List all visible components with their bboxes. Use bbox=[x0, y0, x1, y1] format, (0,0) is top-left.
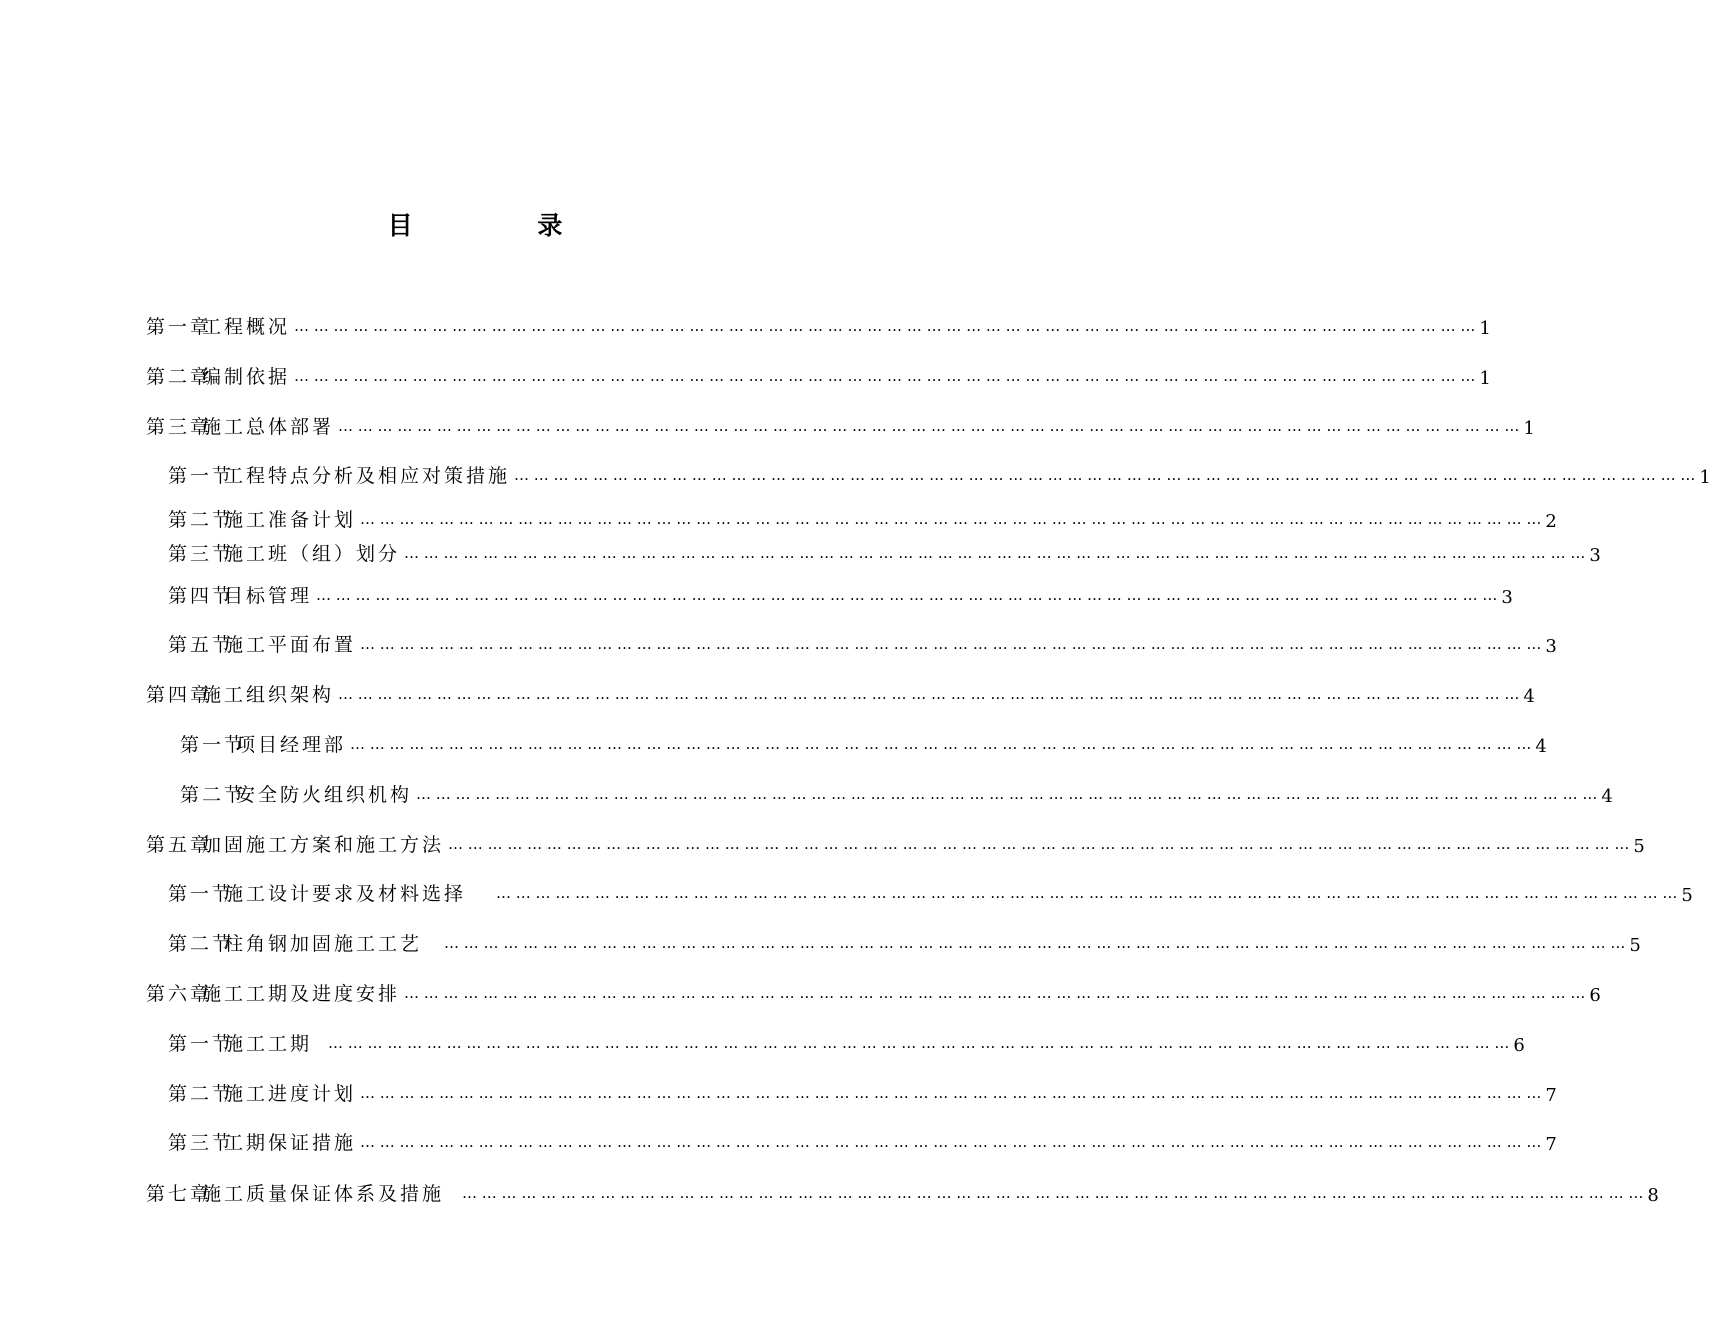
toc-entry[interactable] bbox=[146, 411, 1535, 439]
toc-entry-page: 3 bbox=[1589, 545, 1601, 566]
leader-dots: … … … … … … … … … … … … … … … … … … … … … … … … … … … … … … … … … … … … … … … … … … … … … … … … … … … … … … … … … … … … bbox=[338, 685, 1520, 703]
toc-entry-number: 第二节 bbox=[180, 784, 247, 806]
leader-dots: … … … … … … … … … … … … … … … … … … … … … … … … … … … … … … … … … … … … … … … … … … … … … … … … … … … … … … … … … … … … bbox=[294, 367, 1476, 385]
toc-entry-number: 第一节 bbox=[180, 734, 247, 756]
toc-entry-text: 施工平面布置 bbox=[224, 634, 357, 656]
leader-dots: … … … … … … … … … … … … … … … … … … … … … … … … … … … … … … … … … … … … … … … … … … … … … … … … … … … … … … … … … … … … bbox=[416, 785, 1598, 803]
leader-dots: … … … … … … … … … … … … … … … … … … … … … … … … … … … … … … … … … … … … … … … … … … … … … … … … … … … … … … … … … … … … bbox=[338, 417, 1520, 435]
toc-entry-text: 施工质量保证体系及措施 bbox=[202, 1183, 445, 1205]
toc-entry[interactable] bbox=[168, 1127, 1557, 1155]
toc-entry[interactable] bbox=[168, 1078, 1557, 1106]
leader-dots: … … … … … … … … … … … … … … … … … … … … … … … … … … … … … … … … … … … … … … … … … … … … … … … … … … … … … … … … … … … … bbox=[350, 735, 1532, 753]
toc-entry-text: 工程特点分析及相应对策措施 bbox=[224, 465, 511, 487]
toc-entry[interactable] bbox=[146, 679, 1535, 707]
toc-entry[interactable] bbox=[168, 878, 1693, 906]
leader-dots: … … … … … … … … … … … … … … … … … … … … … … … … … … … … … … … … … … … … … … … … … … … … … … … … … … … … … … … … … … … … bbox=[294, 317, 1476, 335]
leader-dots: … … … … … … … … … … … … … … … … … … … … … … … … … … … … … … … … … … … … … … … … … … … … … … … … … … … … … … … … … … … … bbox=[360, 510, 1542, 528]
toc-entry-text: 柱角钢加固施工工艺 bbox=[224, 933, 423, 955]
toc-entry-number: 第二节 bbox=[168, 933, 235, 955]
toc-entry-number: 第二节 bbox=[168, 509, 235, 531]
toc-entry[interactable] bbox=[168, 580, 1513, 608]
toc-entry-page: 6 bbox=[1589, 985, 1601, 1006]
toc-entry-number: 第二章 bbox=[146, 366, 213, 388]
toc-entry-page: 5 bbox=[1633, 836, 1645, 857]
toc-entry-page: 3 bbox=[1545, 636, 1557, 657]
toc-entry-text: 工期保证措施 bbox=[224, 1132, 357, 1154]
toc-entry-page: 7 bbox=[1545, 1134, 1557, 1155]
leader-dots: … … … … … … … … … … … … … … … … … … … … … … … … … … … … … … … … … … … … … … … … … … … … … … … … … … … … … … … … … … … … bbox=[496, 884, 1678, 902]
toc-entry-text: 目标管理 bbox=[224, 585, 313, 607]
leader-dots: … … … … … … … … … … … … … … … … … … … … … … … … … … … … … … … … … … … … … … … … … … … … … … … … … … … … … … … … … … … … bbox=[360, 635, 1542, 653]
toc-entry-page: 5 bbox=[1629, 935, 1641, 956]
toc-entry-text: 施工工期 bbox=[224, 1033, 313, 1055]
toc-entry-text: 施工设计要求及材料选择 bbox=[224, 883, 467, 905]
leader-dots: … … … … … … … … … … … … … … … … … … … … … … … … … … … … … … … … … … … … … … … … … … … … … … … … … … … … … … … … … … … … bbox=[514, 466, 1696, 484]
toc-entry[interactable] bbox=[146, 978, 1601, 1006]
toc-entry-page: 4 bbox=[1523, 686, 1535, 707]
toc-entry-page: 3 bbox=[1501, 587, 1513, 608]
leader-dots: … … … … … … … … … … … … … … … … … … … … … … … … … … … … … … … … … … … … … … … … … … … … … … … … … … … … … … … … … … … … bbox=[404, 984, 1586, 1002]
toc-entry-number: 第三节 bbox=[168, 1132, 235, 1154]
toc-entry[interactable] bbox=[146, 311, 1491, 339]
toc-entry-text: 工程概况 bbox=[202, 316, 291, 338]
toc-entry-page: 4 bbox=[1601, 786, 1613, 807]
toc-entry-number: 第五节 bbox=[168, 634, 235, 656]
leader-dots: … … … … … … … … … … … … … … … … … … … … … … … … … … … … … … … … … … … … … … … … … … … … … … … … … … … … … … … … … … … … bbox=[360, 1133, 1542, 1151]
toc-entry-number: 第七章 bbox=[146, 1183, 213, 1205]
toc-entry-text: 施工总体部署 bbox=[202, 416, 335, 438]
toc-entry-text: 项目经理部 bbox=[236, 734, 347, 756]
toc-entry[interactable] bbox=[168, 928, 1641, 956]
toc-entry-text: 施工工期及进度安排 bbox=[202, 983, 401, 1005]
toc-title: 目 录 bbox=[387, 211, 621, 240]
toc-entry-number: 第四章 bbox=[146, 684, 213, 706]
toc-entry-page: 7 bbox=[1545, 1085, 1557, 1106]
toc-entry-page: 5 bbox=[1681, 885, 1693, 906]
toc-entry-number: 第一节 bbox=[168, 465, 235, 487]
toc-entry[interactable] bbox=[180, 779, 1613, 807]
toc-entry[interactable] bbox=[146, 829, 1645, 857]
toc-entry[interactable] bbox=[168, 504, 1557, 532]
leader-dots: … … … … … … … … … … … … … … … … … … … … … … … … … … … … … … … … … … … … … … … … … … … … … … … … … … … … … … … … … … … … bbox=[316, 586, 1498, 604]
toc-entry-number: 第二节 bbox=[168, 1083, 235, 1105]
toc-entry-text: 施工组织架构 bbox=[202, 684, 335, 706]
toc-entry-text: 施工准备计划 bbox=[224, 509, 357, 531]
toc-entry-page: 2 bbox=[1545, 511, 1557, 532]
toc-entry[interactable] bbox=[146, 1178, 1659, 1206]
toc-entry[interactable] bbox=[168, 538, 1601, 566]
toc-entry-number: 第六章 bbox=[146, 983, 213, 1005]
toc-entry-number: 第一章 bbox=[146, 316, 213, 338]
toc-entry-page: 1 bbox=[1523, 418, 1535, 439]
leader-dots: … … … … … … … … … … … … … … … … … … … … … … … … … … … … … … … … … … … … … … … … … … … … … … … … … … … … … … … … … … … … bbox=[462, 1184, 1644, 1202]
toc-entry-page: 6 bbox=[1513, 1035, 1525, 1056]
toc-entry-number: 第一节 bbox=[168, 1033, 235, 1055]
toc-entry-text: 安全防火组织机构 bbox=[236, 784, 413, 806]
leader-dots: … … … … … … … … … … … … … … … … … … … … … … … … … … … … … … … … … … … … … … … … … … … … … … … … … … … … … … … … … … … … bbox=[404, 544, 1586, 562]
toc-entry-text: 施工进度计划 bbox=[224, 1083, 357, 1105]
leader-dots: … … … … … … … … … … … … … … … … … … … … … … … … … … … … … … … … … … … … … … … … … … … … … … … … … … … … … … … … … … … … bbox=[360, 1084, 1542, 1102]
toc-entry-number: 第一节 bbox=[168, 883, 235, 905]
toc-entry[interactable] bbox=[180, 729, 1547, 757]
toc-entry[interactable] bbox=[168, 460, 1711, 488]
toc-entry-page: 1 bbox=[1479, 368, 1491, 389]
toc-entry-page: 8 bbox=[1647, 1185, 1659, 1206]
toc-entry-number: 第四节 bbox=[168, 585, 235, 607]
toc-entry-page: 4 bbox=[1535, 736, 1547, 757]
leader-dots: … … … … … … … … … … … … … … … … … … … … … … … … … … … … … … … … … … … … … … … … … … … … … … … … … … … … … … … … … … … … bbox=[328, 1034, 1510, 1052]
toc-entry[interactable] bbox=[168, 629, 1557, 657]
toc-entry-text: 编制依据 bbox=[202, 366, 291, 388]
toc-entry-text: 加固施工方案和施工方法 bbox=[202, 834, 445, 856]
toc-entry-page: 1 bbox=[1479, 318, 1491, 339]
toc-entry-page: 1 bbox=[1699, 467, 1711, 488]
toc-entry-number: 第三章 bbox=[146, 416, 213, 438]
toc-entry-text: 施工班（组）划分 bbox=[224, 543, 401, 565]
toc-entry-number: 第五章 bbox=[146, 834, 213, 856]
leader-dots: … … … … … … … … … … … … … … … … … … … … … … … … … … … … … … … … … … … … … … … … … … … … … … … … … … … … … … … … … … … … bbox=[448, 835, 1630, 853]
toc-entry-number: 第三节 bbox=[168, 543, 235, 565]
toc-entry[interactable] bbox=[168, 1028, 1525, 1056]
toc-entry[interactable] bbox=[146, 361, 1491, 389]
leader-dots: … … … … … … … … … … … … … … … … … … … … … … … … … … … … … … … … … … … … … … … … … … … … … … … … … … … … … … … … … … … … bbox=[444, 934, 1626, 952]
